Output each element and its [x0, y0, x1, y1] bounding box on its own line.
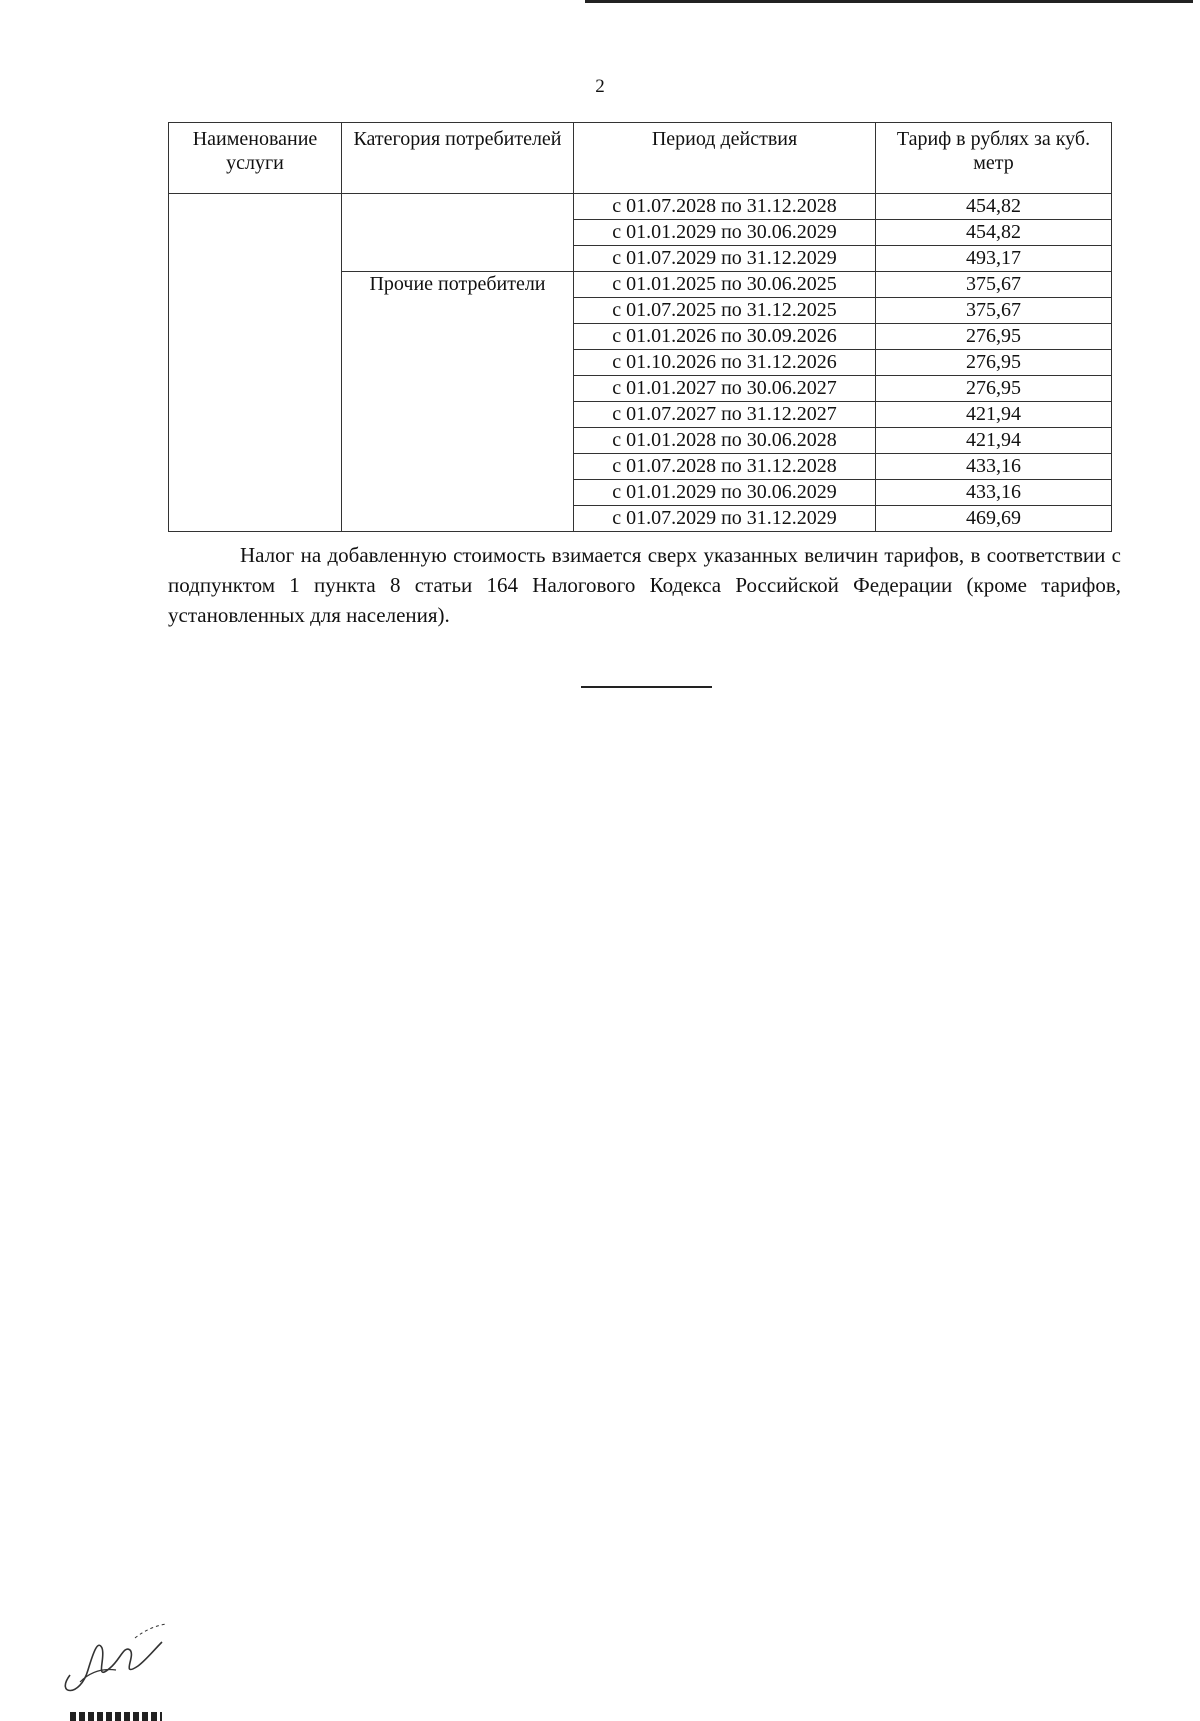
- period-cell: с 01.07.2028 по 31.12.2028: [574, 194, 876, 220]
- header-consumer-category: Категория потребителей: [342, 123, 574, 194]
- top-border-line: [585, 0, 1193, 3]
- service-name-cell: [169, 194, 342, 532]
- period-cell: с 01.01.2026 по 30.09.2026: [574, 324, 876, 350]
- tariff-cell: 276,95: [876, 324, 1112, 350]
- tariff-cell: 433,16: [876, 454, 1112, 480]
- vat-note: [168, 540, 1121, 630]
- header-tariff: Тариф в рублях за куб. метр: [876, 123, 1112, 194]
- period-cell: с 01.01.2029 по 30.06.2029: [574, 220, 876, 246]
- period-cell: с 01.01.2027 по 30.06.2027: [574, 376, 876, 402]
- bottom-edge-mark: [70, 1712, 162, 1721]
- tariff-cell: 421,94: [876, 428, 1112, 454]
- table-header-row: [169, 123, 1112, 194]
- vat-note-text: Налог на добавленную стоимость взимается сверх указанных величин тарифов, в соответствии с подпунктом 1 пункта 8 статьи 164 Налогового Кодекса Российской Федерации (кроме тарифов, установленных для населения).: [168, 543, 1121, 627]
- period-cell: с 01.01.2025 по 30.06.2025: [574, 272, 876, 298]
- tariff-table: [168, 122, 1112, 532]
- tariff-cell: 454,82: [876, 194, 1112, 220]
- page-number: 2: [595, 76, 605, 97]
- category-cell: [342, 194, 574, 272]
- tariff-cell: 375,67: [876, 272, 1112, 298]
- tariff-cell: 375,67: [876, 298, 1112, 324]
- period-cell: с 01.07.2028 по 31.12.2028: [574, 454, 876, 480]
- period-cell: с 01.01.2029 по 30.06.2029: [574, 480, 876, 506]
- period-cell: с 01.07.2029 по 31.12.2029: [574, 246, 876, 272]
- period-cell: с 01.07.2025 по 31.12.2025: [574, 298, 876, 324]
- header-service-name: Наименование услуги: [169, 123, 342, 194]
- tariff-cell: 493,17: [876, 246, 1112, 272]
- tariff-cell: 421,94: [876, 402, 1112, 428]
- end-of-document-line: [581, 686, 712, 688]
- category-cell-other-consumers: Прочие потребители: [342, 272, 574, 532]
- handwritten-signature-icon: [50, 1620, 170, 1700]
- header-validity-period: Период действия: [574, 123, 876, 194]
- tariff-cell: 276,95: [876, 376, 1112, 402]
- period-cell: с 01.07.2029 по 31.12.2029: [574, 506, 876, 532]
- tariff-cell: 433,16: [876, 480, 1112, 506]
- period-cell: с 01.07.2027 по 31.12.2027: [574, 402, 876, 428]
- tariff-cell: 469,69: [876, 506, 1112, 532]
- tariff-cell: 454,82: [876, 220, 1112, 246]
- period-cell: с 01.10.2026 по 31.12.2026: [574, 350, 876, 376]
- period-cell: с 01.01.2028 по 30.06.2028: [574, 428, 876, 454]
- tariff-cell: 276,95: [876, 350, 1112, 376]
- table-row: [169, 194, 1112, 220]
